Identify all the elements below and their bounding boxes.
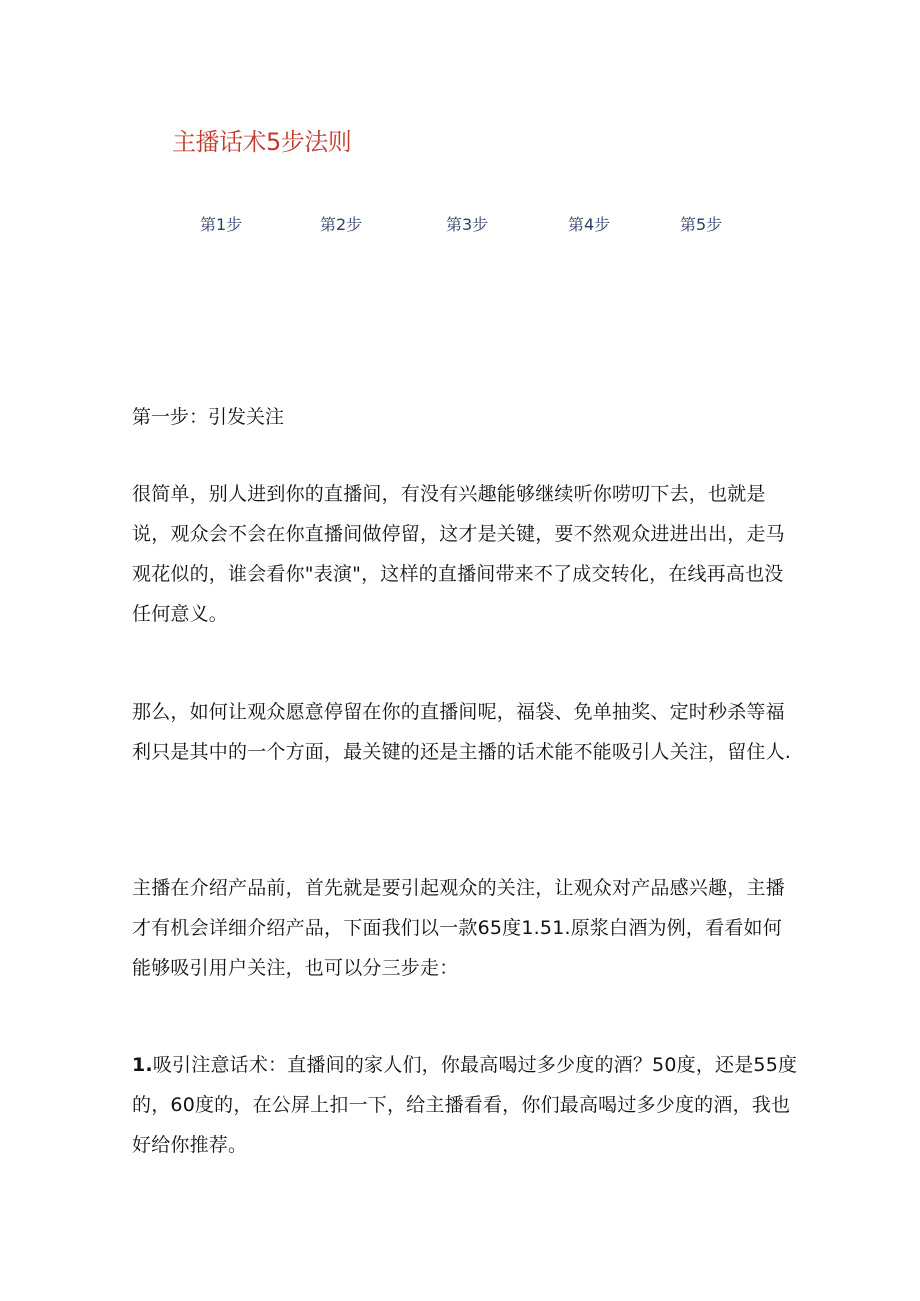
paragraph-how-to-retain: 那么，如何让观众愿意停留在你的直播间呢，福袋、免单抽奖、定时秒杀等福利只是其中的一个方面，最关键的还是主播的话术能不能吸引人关注，留住人. [132, 701, 792, 763]
step-link-2[interactable]: 第2步 [320, 215, 363, 234]
paragraph-product-example: 主播在介绍产品前，首先就是要引起观众的关注，让观众对产品感兴趣，主播才有机会详细介绍产品，下面我们以一款65度1.51.原浆白酒为例，看看如何能够吸引用户关注，也可以分三步走： [132, 877, 785, 979]
step-link-4[interactable]: 第4步 [568, 215, 611, 234]
section-heading: 第一步：引发关注 [132, 406, 285, 428]
document-title: 主播话术5步法则 [172, 128, 352, 156]
step-link-3[interactable]: 第3步 [446, 215, 489, 234]
steps-navigation [0, 212, 920, 236]
list-item-number: 1. [132, 1054, 153, 1076]
step-link-5[interactable]: 第5步 [680, 215, 723, 234]
step-link-1[interactable]: 第1步 [200, 215, 243, 234]
paragraph-intro: 很简单，别人进到你的直播间，有没有兴趣能够继续听你唠叨下去，也就是说，观众会不会在你直播间做停留，这才是关键，要不然观众进进出出，走马观花似的，谁会看你"表演"，这样的直播间带来不了成交转化，在线再高也没任何意义。 [132, 483, 785, 625]
list-item-1 [132, 1045, 800, 1165]
list-item-text: 吸引注意话术：直播间的家人们，你最高喝过多少度的酒？50度，还是55度的，60度的，在公屏上扣一下，给主播看看，你们最高喝过多少度的酒，我也好给你推荐。 [132, 1054, 798, 1156]
